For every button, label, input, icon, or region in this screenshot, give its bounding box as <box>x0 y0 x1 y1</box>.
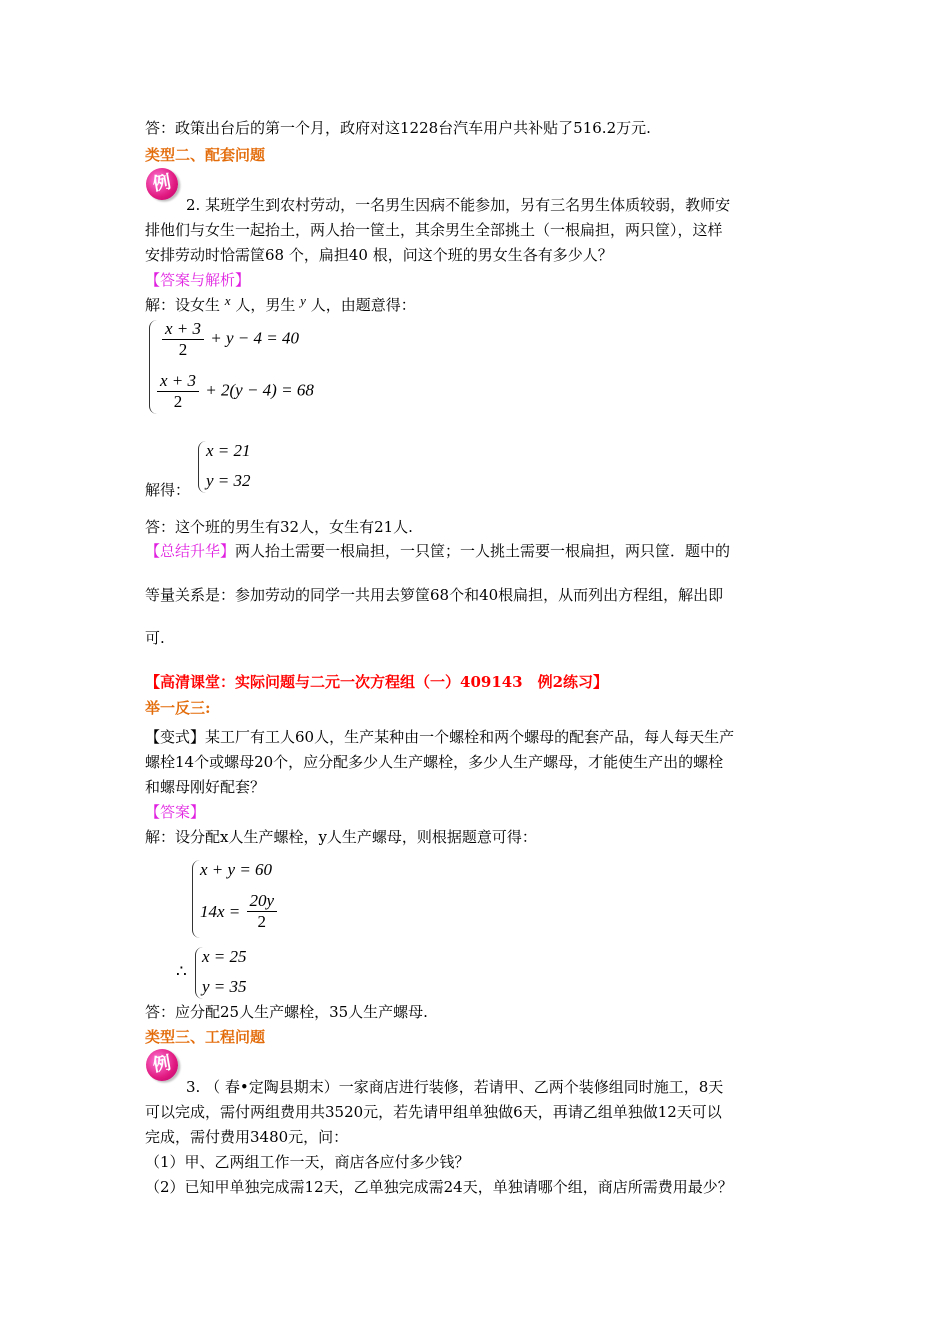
example2-line-b: 排他们与女生一起抬土，两人抬一筐土，其余男生全部挑土（一根扁担，两只筐），这样 <box>145 221 723 239</box>
variant-line-c: 和螺母刚好配套？ <box>145 778 266 796</box>
section-heading-type2: 类型二、配套问题 <box>145 146 266 164</box>
summary-line-c: 可. <box>145 629 165 647</box>
example2-line-c: 安排劳动时恰需筐68 个，扁担40 根，问这个班的男女生各有多少人？ <box>145 246 613 264</box>
therefore-symbol: ∴ <box>176 962 187 981</box>
variant-equation-1: x + y = 60 <box>200 860 273 879</box>
section-heading-type3: 类型三、工程问题 <box>145 1028 266 1046</box>
variant-line-a: 【变式】某工厂有工人60人，生产某种由一个螺栓和两个螺母的配套产品，每人每天生产 <box>145 728 735 746</box>
variant-answer: 答：应分配25人生产螺栓，35人生产螺母. <box>145 1003 428 1021</box>
example3-line-b: 可以完成，需付两组费用共3520元，若先请甲组单独做6天，再请乙组单独做12天可以 <box>145 1103 722 1121</box>
equation-1: $\frac{x + 3}{2}$ + y − 4 = 40 <box>160 319 299 360</box>
question-1: （1）甲、乙两组工作一天，商店各应付多少钱？ <box>145 1153 470 1171</box>
example3-line-a: 3. （ 春•定陶县期末）一家商店进行装修，若请甲、乙两个装修组同时施工，8天 <box>186 1078 724 1096</box>
solved-label: 解得： <box>145 481 191 499</box>
example-badge-icon: 例 <box>143 165 180 202</box>
example3-line-c: 完成，需付费用3480元，问： <box>145 1128 349 1146</box>
example2-line-a: 2. 某班学生到农村劳动，一名男生因病不能参加，另有三名男生体质较弱，教师安 <box>186 196 731 214</box>
solution-x: x = 21 <box>206 441 251 460</box>
solution-brace <box>198 441 206 493</box>
answer-heading: 【答案】 <box>145 803 206 821</box>
variant-solution-intro: 解：设分配x人生产螺栓，y人生产螺母，则根据题意可得： <box>145 828 537 846</box>
summary-line-b: 等量关系是：参加劳动的同学一共用去箩筐68个和40根扁担，从而列出方程组，解出即 <box>145 586 724 604</box>
variant-solution-y: y = 35 <box>202 977 247 996</box>
equation-2: $\frac{x + 3}{2}$ + 2(y − 4) = 68 <box>155 371 314 412</box>
variant-solution-x: x = 25 <box>202 947 247 966</box>
hd-classroom-heading: 【高清课堂：实际问题与二元一次方程组（一）409143 例2练习】 <box>145 673 609 691</box>
summary-line-a: 【总结升华】两人抬土需要一根扁担，一只筐；一人挑土需要一根扁担，两只筐．题中的 <box>145 542 731 560</box>
question-2: （2）已知甲单独完成需12天，乙单独完成需24天，单独请哪个组，商店所需费用最少？ <box>145 1178 733 1196</box>
example-badge-icon: 例 <box>143 1046 180 1083</box>
solution-intro: 解：设女生 x 人，男生 y 人，由题意得： <box>145 293 416 314</box>
variant-system-brace <box>192 860 200 938</box>
practice-heading: 举一反三: <box>145 699 211 717</box>
variant-line-b: 螺栓14个或螺母20个，应分配多少人生产螺栓，多少人生产螺母，才能使生产出的螺栓 <box>145 753 724 771</box>
answer-line-2: 答：这个班的男生有32人，女生有21人. <box>145 518 413 536</box>
answer-analysis-heading: 【答案与解析】 <box>145 271 251 289</box>
variant-equation-2: 14x = $\frac{20y}{2}$ <box>200 891 279 932</box>
answer-line-1: 答：政策出台后的第一个月，政府对这1228台汽车用户共补贴了516.2万元. <box>145 119 651 137</box>
solution-y: y = 32 <box>206 471 251 490</box>
